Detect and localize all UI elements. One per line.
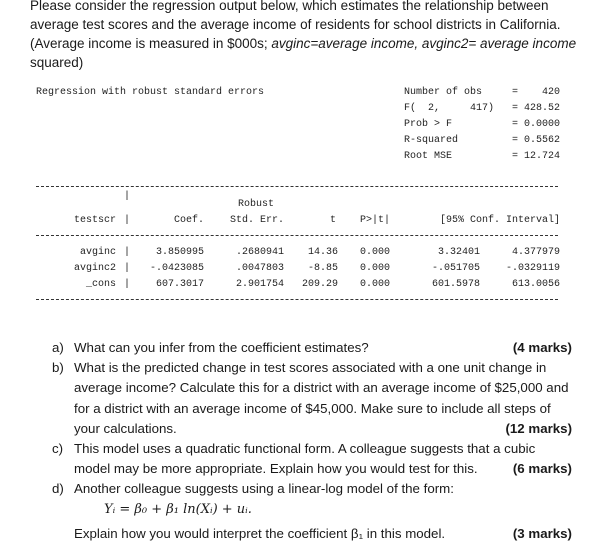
row-var: _cons [85,279,116,290]
regression-header: Regression with robust standard errors [36,87,265,98]
row-p: 0.000 [359,263,390,274]
stat-eq: = [512,119,519,130]
question-b-label: b) [52,360,64,376]
col-coef: Coef. [173,215,204,226]
col-t: t [329,215,336,226]
question-c [52,439,572,479]
question-d-explain-row [52,524,572,544]
stat-value-rmse: 12.724 [523,151,560,162]
row-coef: -.0423085 [149,263,204,274]
stat-value-f: 428.52 [523,103,560,114]
stat-eq: = [512,135,519,146]
stat-label-rmse: Root MSE [404,151,453,162]
question-c-label: c) [52,441,64,457]
row-t: 14.36 [307,247,338,258]
row-ci-low: -.051705 [431,263,480,274]
question-a [52,338,572,358]
row-coef: 3.850995 [155,247,204,258]
regression-output [36,83,566,313]
question-d-explain: Explain how you would interpret the coefficient β₁ in this model. [74,525,446,541]
row-t: -8.85 [307,263,338,274]
stat-eq: = [512,103,519,114]
col-divider: | [124,247,131,258]
stat-eq: = [512,151,519,162]
col-divider: | [124,215,131,226]
row-p: 0.000 [359,247,390,258]
row-ci-high: 4.377979 [511,247,560,258]
linear-log-equation: Yᵢ = β₀ + β₁ ln(Xᵢ) + uᵢ. [104,501,252,517]
question-d-text: Another colleague suggests using a linear-log model of the form: [74,481,454,497]
stat-value-r2: 0.5562 [523,135,560,146]
table-top-rule [36,186,558,187]
stat-label-nobs: Number of obs [404,87,483,98]
col-p: P>|t| [359,215,390,226]
row-ci-high: 613.0056 [511,279,560,290]
stat-eq: = [512,87,519,98]
col-divider: | [124,279,131,290]
row-ci-high: -.0329119 [505,263,560,274]
row-coef: 607.3017 [155,279,204,290]
intro-line-3-variables: avginc=average income, avginc2= average income [271,36,577,51]
intro-line-3 [30,34,590,53]
stat-value-nobs: 420 [541,87,560,98]
question-c-text: This model uses a quadratic functional form. A colleague suggests that a cubic model may be more appropriate. Explain how you would test for this. [74,441,536,477]
question-b [52,358,572,439]
row-var: avginc [79,247,116,258]
stat-label-f: F( 2, 417) [404,103,495,114]
intro-line-1: Please consider the regression output below, which estimates the relationship between [30,0,549,13]
row-se: 2.901754 [235,279,284,290]
intro-line-2: average test scores and the average income of residents for school districts in California. [30,17,561,32]
col-ci: [95% Conf. Interval] [439,215,560,226]
row-p: 0.000 [359,279,390,290]
row-t: 209.29 [301,279,338,290]
col-divider: | [124,191,131,202]
col-divider: | [124,263,131,274]
table-bottom-rule [36,299,558,300]
intro-line-4: squared) [30,55,84,70]
row-se: .0047803 [235,263,284,274]
col-se: Std. Err. [229,215,284,226]
stat-value-probf: 0.0000 [523,119,560,130]
question-d-label: d) [52,481,64,497]
question-intro [30,0,590,72]
table-header-rule [36,235,558,236]
question-b-marks: (12 marks) [505,420,572,436]
question-a-marks: (4 marks) [512,340,572,355]
intro-line-3-prefix: (Average income is measured in $000s; [30,36,272,51]
row-ci-low: 601.5978 [431,279,480,290]
question-a-text: What can you infer from the coefficient estimates? [74,340,369,355]
col-depvar: testscr [73,215,116,226]
stat-label-probf: Prob > F [404,119,453,130]
row-se: .2680941 [235,247,284,258]
question-list [52,338,572,544]
question-b-text: What is the predicted change in test scores associated with a one unit change in average income? Calculate this for a district with an average income of $25,000 and for a district with an average income of $45,000. Make sure to include all steps of your calculations. [74,360,569,436]
stat-label-r2: R-squared [404,135,459,146]
question-c-marks: (6 marks) [512,461,572,477]
robust-label: Robust [237,199,274,210]
question-a-label: a) [52,340,64,355]
row-ci-low: 3.32401 [437,247,480,258]
question-d-marks: (3 marks) [512,525,572,541]
question-d [52,479,572,499]
row-var: avginc2 [73,263,116,274]
